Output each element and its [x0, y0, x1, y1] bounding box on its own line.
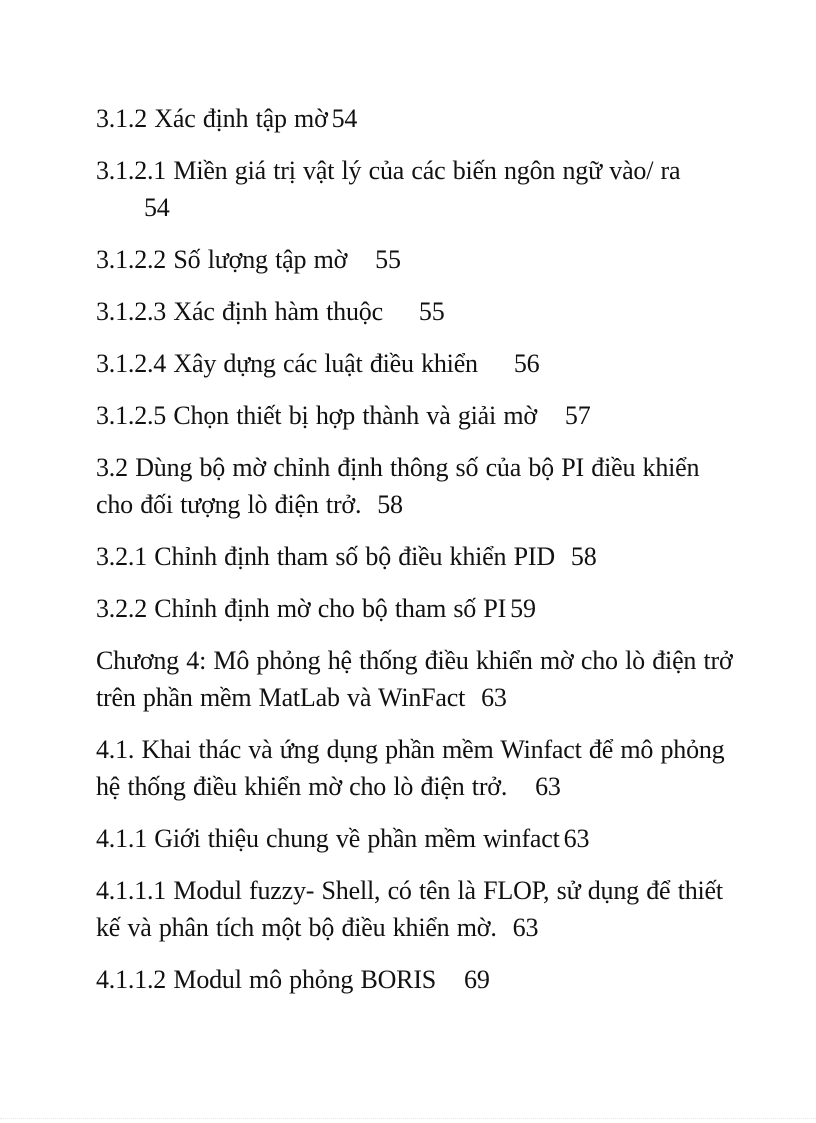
toc-entry-title: 3.2.1 Chỉnh định tham số bộ điều khiển PID — [96, 542, 555, 571]
toc-page-number: 54 — [331, 104, 358, 133]
toc-entry — [96, 293, 736, 330]
toc-entry-title: 3.1.2.1 Miền giá trị vật lý của các biến ngôn ngữ vào/ ra — [96, 156, 681, 185]
toc-page-number: 63 — [563, 824, 590, 853]
toc-entry — [96, 449, 736, 523]
toc-page-number: 63 — [512, 913, 539, 942]
toc-entry-title: 3.1.2.2 Số lượng tập mờ — [96, 245, 348, 274]
toc-entry-title: 3.2.2 Chỉnh định mờ cho bộ tham số PI — [96, 594, 507, 623]
toc-page-number: 58 — [570, 542, 597, 571]
toc-entry — [96, 397, 736, 434]
toc-entry — [96, 961, 736, 998]
toc-page-number: 55 — [375, 245, 401, 274]
toc-entry — [96, 152, 736, 226]
toc-entry-title: 3.1.2.5 Chọn thiết bị hợp thành và giải mờ — [96, 401, 537, 430]
toc-entry-title: 3.1.2.4 Xây dựng các luật điều khiển — [96, 349, 478, 378]
toc-entry — [96, 590, 736, 627]
toc-entry-title: 3.2 Dùng bộ mờ chỉnh định thông số của bộ PI điều khiển cho đối tượng lò điện trở. — [96, 453, 700, 519]
toc-entry-title: 3.1.2.3 Xác định hàm thuộc — [96, 297, 383, 326]
toc-page-number: 63 — [535, 772, 561, 801]
toc-page-number: 54 — [144, 193, 170, 222]
toc-entry-title: 4.1.1.1 Modul fuzzy- Shell, có tên là FLOP, sử dụng để thiết kế và phân tích một bộ điều khiển mờ. — [96, 876, 723, 942]
toc-entry-title: 4.1.1 Giới thiệu chung về phần mềm winfact — [96, 824, 560, 853]
page-bottom-edge — [0, 1118, 816, 1119]
toc-entry — [96, 100, 736, 137]
toc-page-number: 57 — [564, 401, 591, 430]
toc-entry — [96, 731, 736, 805]
toc-page-number: 56 — [513, 349, 540, 378]
toc-entry-title: 3.1.2 Xác định tập mờ — [96, 104, 328, 133]
toc-entry — [96, 820, 736, 857]
toc-entry — [96, 345, 736, 382]
toc-entry — [96, 642, 736, 716]
table-of-contents — [96, 100, 736, 1013]
toc-entry-title: Chương 4: Mô phỏng hệ thống điều khiển mờ cho lò điện trở trên phần mềm MatLab và WinFact — [96, 646, 733, 712]
toc-entry-title: 4.1.1.2 Modul mô phỏng BORIS — [96, 965, 437, 994]
toc-page-number: 69 — [464, 965, 490, 994]
toc-entry — [96, 241, 736, 278]
toc-page-number: 63 — [481, 683, 507, 712]
toc-page-number: 55 — [418, 297, 445, 326]
toc-entry — [96, 872, 736, 946]
toc-entry — [96, 538, 736, 575]
toc-page-number: 59 — [510, 594, 536, 623]
toc-entry-title: 4.1. Khai thác và ứng dụng phần mềm Winfact để mô phỏng hệ thống điều khiển mờ cho lò điện trở. — [96, 735, 725, 801]
toc-page-number: 58 — [377, 490, 403, 519]
